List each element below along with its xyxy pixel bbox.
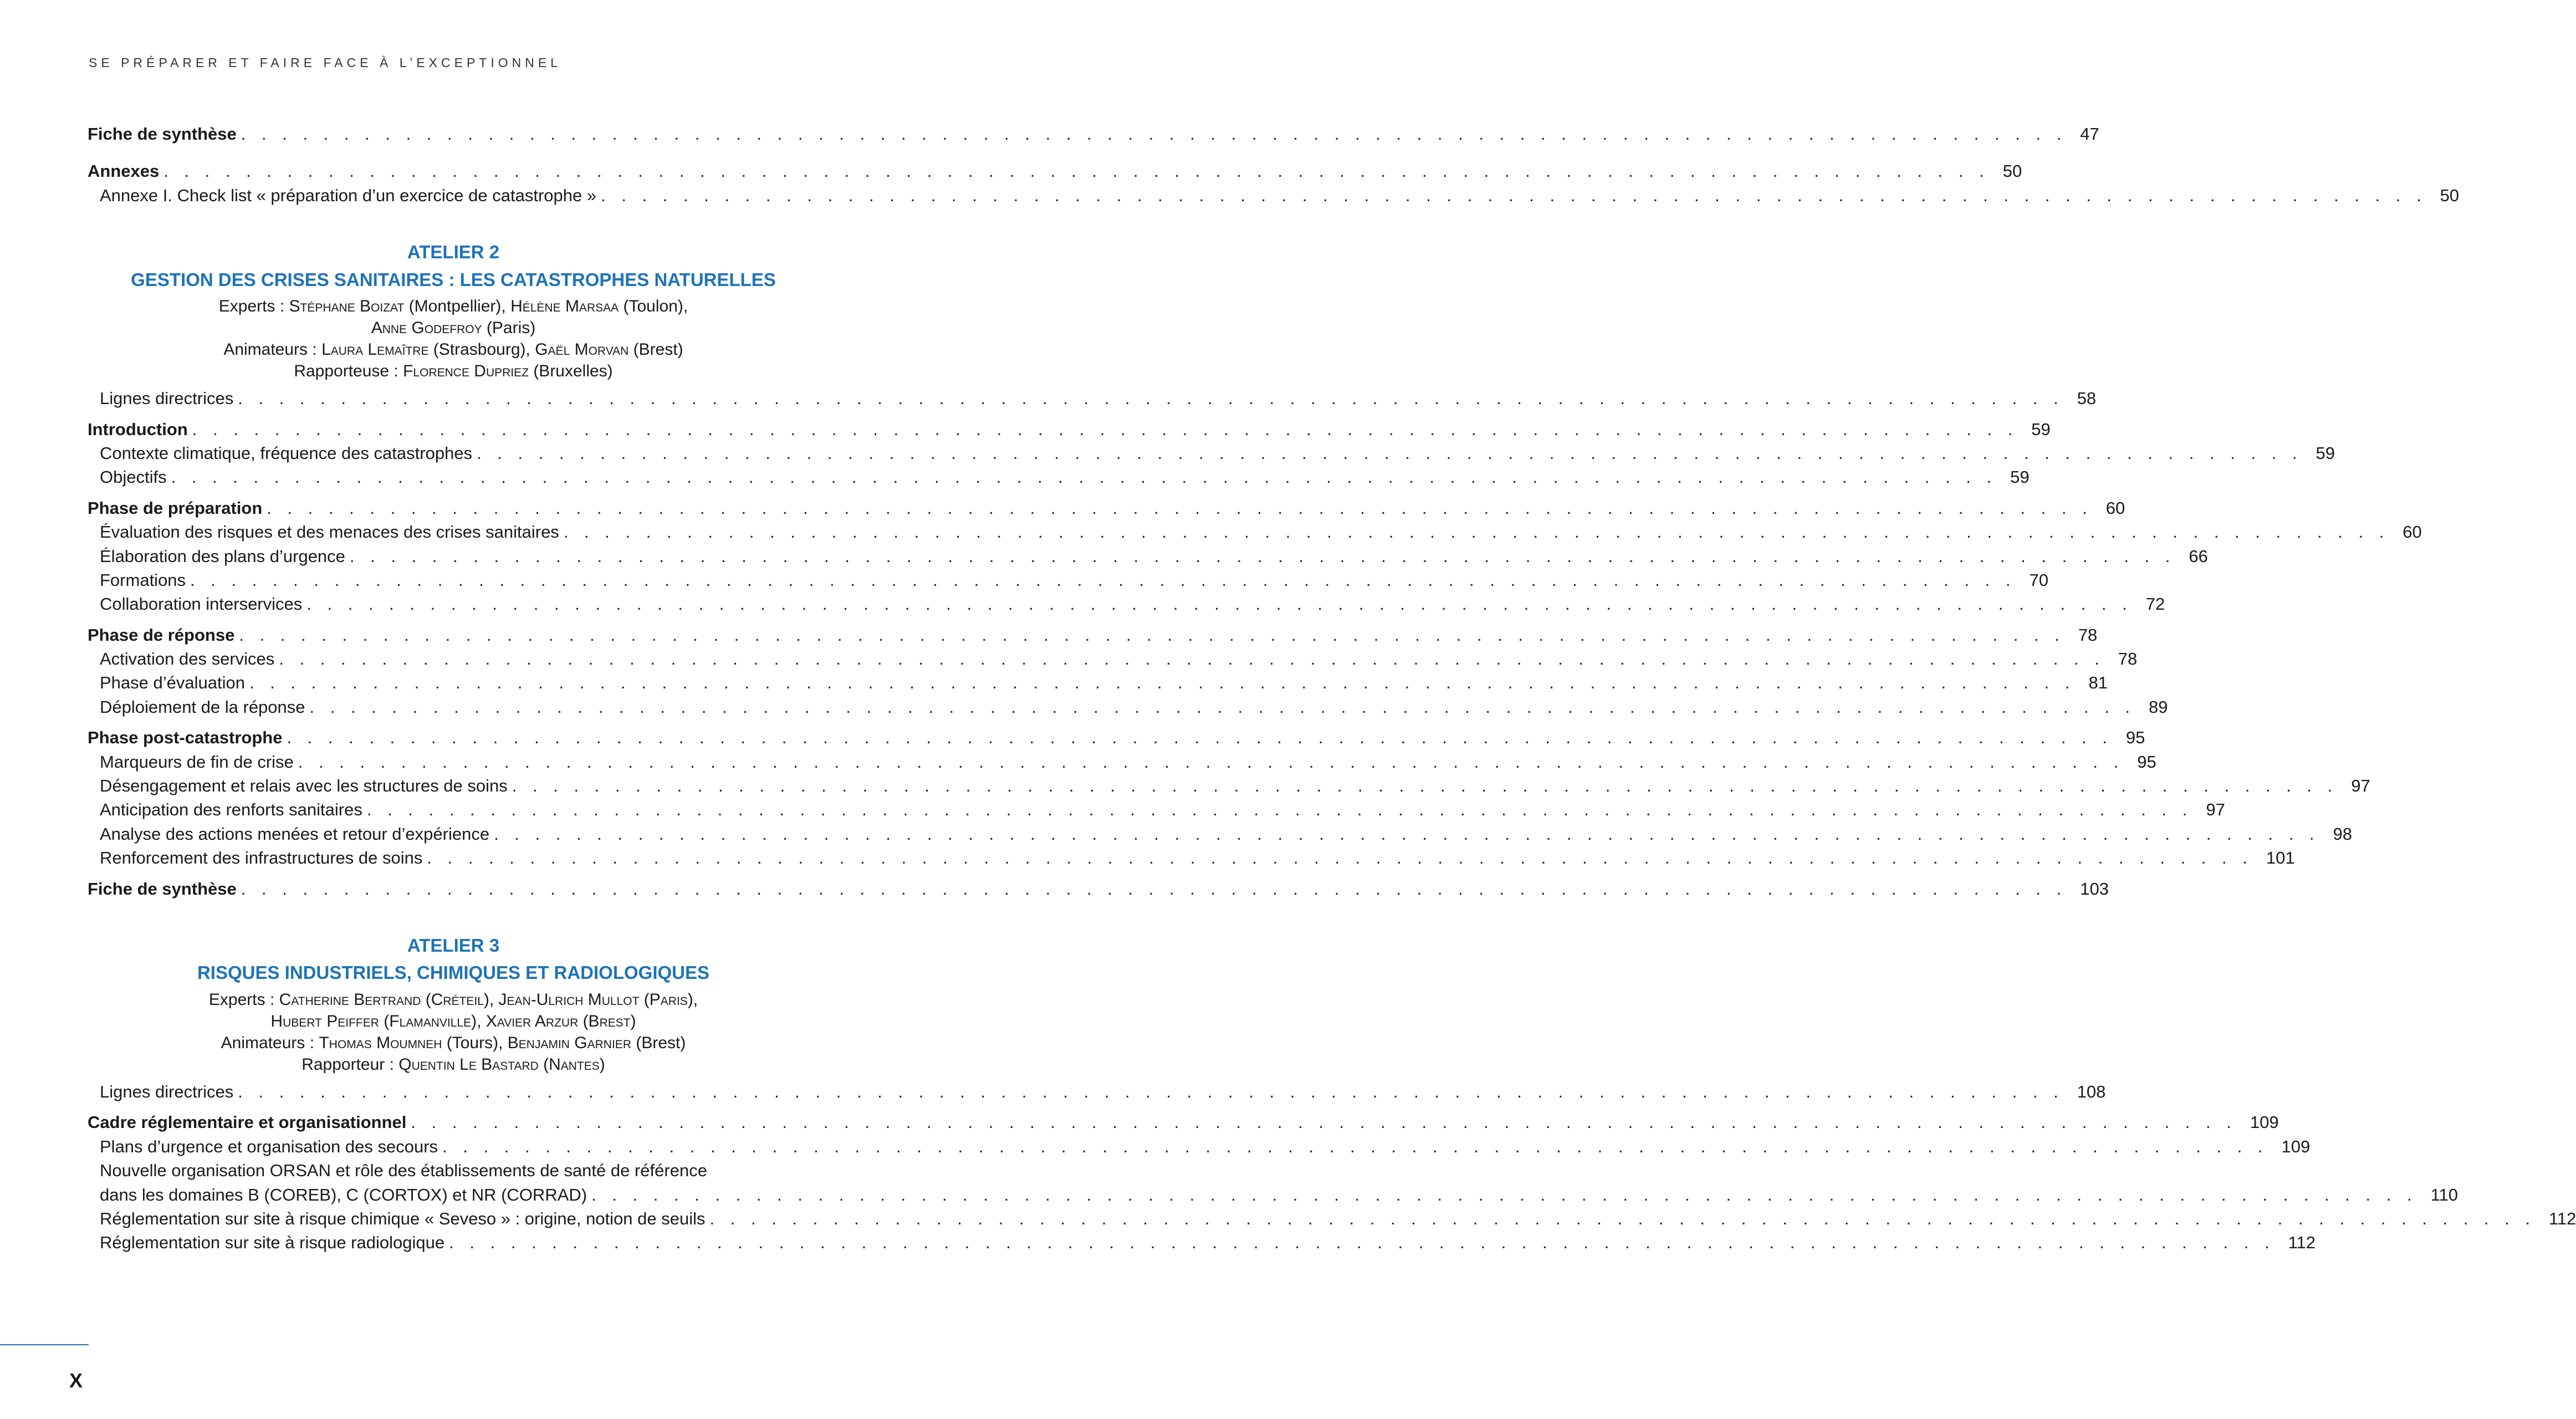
dot-leader: . . . . . . . . . . . . . . . . . . . . . . . . . . . . . . . . . . . . . . . . . . . . . . . . . . . . . . . . . . . . . . . . . . . . . . . . . . . . . . . . . . . . . . . . .	[163, 161, 1990, 181]
toc-entry[interactable]	[88, 520, 2422, 544]
dot-leader: . . . . . . . . . . . . . . . . . . . . . . . . . . . . . . . . . . . . . . . . . . . . . . . . . . . . . . . . . . . . . . . . . . . . . . . . . . . . . . . . . . . . . . . . .	[477, 443, 2303, 463]
toc-entry[interactable]	[88, 441, 2335, 465]
toc-entry-page: 72	[2145, 594, 2165, 614]
table-of-contents	[88, 122, 2576, 1255]
dot-leader: . . . . . . . . . . . . . . . . . . . . . . . . . . . . . . . . . . . . . . . . . . . . . . . . . . . . . . . . . . . . . . . . . . . . . . . . . . . . . . . . . . . . . . . . .	[563, 522, 2390, 542]
dot-leader: . . . . . . . . . . . . . . . . . . . . . . . . . . . . . . . . . . . . . . . . . . . . . . . . . . . . . . . . . . . . . . . . . . . . . . . . . . . . . . . . . . . . . . . . .	[366, 800, 2193, 820]
atelier-title: GESTION DES CRISES SANITAIRES : LES CATASTROPHES NATURELLES	[131, 269, 776, 290]
toc-entry-title: Phase de réponse	[88, 625, 235, 645]
toc-entry[interactable]	[88, 592, 2165, 616]
toc-entry-page: 70	[2029, 570, 2048, 590]
toc-entry-page: 101	[2266, 848, 2295, 868]
toc-entry-title: Déploiement de la réponse	[100, 697, 305, 717]
animateurs-line: Animateurs : Laura Lemaître (Strasbourg), Gaël Morvan (Brest)	[223, 340, 683, 359]
atelier-number: ATELIER 3	[407, 935, 500, 956]
toc-entry-title: Désengagement et relais avec les structures de soins	[100, 776, 508, 796]
dot-leader: . . . . . . . . . . . . . . . . . . . . . . . . . . . . . . . . . . . . . . . . . . . . . . . . . . . . . . . . . . . . . . . . . . . . . . . . . . . . . . . . . . . . . . . . .	[494, 824, 2320, 844]
atelier-credits	[88, 295, 819, 382]
toc-entry[interactable]	[88, 1207, 2576, 1231]
toc-entry[interactable]	[88, 159, 2022, 183]
atelier-title: RISQUES INDUSTRIELS, CHIMIQUES ET RADIOLOGIQUES	[197, 962, 710, 983]
toc-entry[interactable]	[88, 386, 2097, 410]
toc-entry[interactable]	[88, 568, 2048, 592]
toc-entry-page: 110	[2430, 1185, 2458, 1204]
dot-leader: . . . . . . . . . . . . . . . . . . . . . . . . . . . . . . . . . . . . . . . . . . . . . . . . . . . . . . . . . . . . . . . . . . . . . . . . . . . . . . . . . . . . . . . . .	[192, 419, 2018, 439]
toc-entry-title: Renforcement des infrastructures de soins	[100, 848, 423, 868]
toc-entry[interactable]	[88, 1231, 2316, 1254]
toc-entry[interactable]	[88, 496, 2125, 520]
atelier-3-heading	[88, 932, 819, 987]
toc-entry[interactable]	[88, 1110, 2279, 1134]
dot-leader: . . . . . . . . . . . . . . . . . . . . . . . . . . . . . . . . . . . . . . . . . . . . . . . . . . . . . . . . . . . . . . . . . . . . . . . . . . . . . . . . . . . . . . . . .	[241, 124, 2067, 144]
toc-entry-title: Phase de préparation	[88, 498, 263, 518]
toc-entry-page: 89	[2149, 697, 2168, 717]
dot-leader: . . . . . . . . . . . . . . . . . . . . . . . . . . . . . . . . . . . . . . . . . . . . . . . . . . . . . . . . . . . . . . . . . . . . . . . . . . . . . . . . . . . . . . . . .	[238, 389, 2064, 409]
toc-entry-title: Réglementation sur site à risque chimique « Seveso » : origine, notion de seuils	[100, 1208, 706, 1228]
toc-entry[interactable]	[88, 695, 2168, 719]
person-names: Catherine Bertrand (Créteil), Jean-Ulrich Mullot (Paris),	[279, 990, 698, 1009]
toc-entry-title: dans les domaines B (COREB), C (CORTOX) et NR (CORRAD)	[100, 1185, 587, 1204]
toc-entry-title: Introduction	[88, 419, 188, 439]
toc-entry-page: 60	[2105, 498, 2125, 518]
toc-entry-page: 97	[2351, 776, 2370, 796]
toc-entry-page: 50	[2002, 161, 2022, 181]
toc-entry-title: Fiche de synthèse	[88, 124, 237, 144]
toc-entry-title: Anticipation des renforts sanitaires	[100, 800, 362, 820]
toc-entry-title: Évaluation des risques et des menaces des crises sanitaires	[100, 522, 559, 542]
toc-entry-title: Objectifs	[100, 467, 167, 487]
toc-entry[interactable]	[88, 750, 2156, 774]
experts-line: Experts : Stéphane Boizat (Montpellier), Hélène Marsaa (Toulon),	[218, 297, 688, 316]
toc-entry[interactable]	[88, 822, 2353, 846]
toc-entry[interactable]	[88, 623, 2098, 647]
toc-entry-page: 97	[2206, 800, 2225, 820]
toc-entry-page: 59	[2316, 443, 2335, 463]
dot-leader: . . . . . . . . . . . . . . . . . . . . . . . . . . . . . . . . . . . . . . . . . . . . . . . . . . . . . . . . . . . . . . . . . . . . . . . . . . . . . . . . . . . . . . . . .	[190, 570, 2016, 590]
toc-entry[interactable]	[88, 417, 2051, 441]
dot-leader: . . . . . . . . . . . . . . . . . . . . . . . . . . . . . . . . . . . . . . . . . . . . . . . . . . . . . . . . . . . . . . . . . . . . . . . . . . . . . . . . . . . . . . . . .	[601, 185, 2427, 205]
person-name: Hélène Marsaa	[510, 297, 619, 316]
toc-entry-page: 47	[2080, 124, 2099, 144]
toc-entry-title: Élaboration des plans d’urgence	[100, 546, 345, 566]
atelier-credits	[88, 989, 819, 1075]
toc-entry-page: 60	[2403, 522, 2422, 542]
dot-leader: . . . . . . . . . . . . . . . . . . . . . . . . . . . . . . . . . . . . . . . . . . . . . . . . . . . . . . . . . . . . . . . . . . . . . . . . . . . . . . . . . . . . . . . . .	[171, 467, 1997, 487]
toc-entry-title: Lignes directrices	[100, 389, 234, 409]
toc-entry-page: 109	[2250, 1112, 2279, 1132]
toc-entry-page: 103	[2080, 879, 2109, 899]
dot-leader: . . . . . . . . . . . . . . . . . . . . . . . . . . . . . . . . . . . . . . . . . . . . . . . . . . . . . . . . . . . . . . . . . . . . . . . . . . . . . . . . . . . . . . . . .	[512, 776, 2338, 796]
experts-line: Experts : Catherine Bertrand (Créteil), Jean-Ulrich Mullot (Paris),	[208, 990, 698, 1009]
toc-entry-page: 50	[2440, 185, 2460, 205]
dot-leader: . . . . . . . . . . . . . . . . . . . . . . . . . . . . . . . . . . . . . . . . . . . . . . . . . . . . . . . . . . . . . . . . . . . . . . . . . . . . . . . . . . . . . . . . .	[238, 1081, 2064, 1101]
toc-entry-page: 95	[2125, 728, 2145, 748]
toc-entry-title: Contexte climatique, fréquence des catastrophes	[100, 443, 473, 463]
toc-entry[interactable]	[88, 122, 2099, 146]
animateurs-line: Animateurs : Thomas Moumneh (Tours), Benjamin Garnier (Brest)	[221, 1033, 686, 1052]
toc-entry-title: Marqueurs de fin de crise	[100, 752, 294, 772]
running-head: SE PRÉPARER ET FAIRE FACE À L’EXCEPTIONNEL	[89, 55, 561, 70]
toc-entry-title: Annexe I. Check list « préparation d’un exercice de catastrophe »	[100, 185, 597, 205]
toc-entry-title: Phase d’évaluation	[100, 673, 245, 693]
toc-entry[interactable]	[88, 183, 2460, 207]
person-name: Gaël Morvan	[535, 340, 629, 359]
person-name: Florence Dupriez	[403, 362, 529, 381]
toc-entry-title: Analyse des actions menées et retour d’expérience	[100, 824, 490, 844]
toc-entry-title: Réglementation sur site à risque radiologique	[100, 1233, 445, 1253]
person-name: Thomas Moumneh	[319, 1033, 442, 1052]
dot-leader: . . . . . . . . . . . . . . . . . . . . . . . . . . . . . . . . . . . . . . . . . . . . . . . . . . . . . . . . . . . . . . . . . . . . . . . . . . . . . . . . . . . . . . . . .	[241, 879, 2067, 899]
dot-leader: . . . . . . . . . . . . . . . . . . . . . . . . . . . . . . . . . . . . . . . . . . . . . . . . . . . . . . . . . . . . . . . . . . . . . . . . . . . . . . . . . . . . . . . . .	[287, 728, 2113, 748]
person-names: Hubert Peiffer (Flamanville), Xavier Arzur (Brest)	[270, 1012, 636, 1030]
dot-leader: . . . . . . . . . . . . . . . . . . . . . . . . . . . . . . . . . . . . . . . . . . . . . . . . . . . . . . . . . . . . . . . . . . . . . . . . . . . . . . . . . . . . . . . . .	[306, 594, 2133, 614]
toc-entry[interactable]	[88, 726, 2145, 749]
toc-entry-title: Fiche de synthèse	[88, 879, 237, 899]
dot-leader: . . . . . . . . . . . . . . . . . . . . . . . . . . . . . . . . . . . . . . . . . . . . . . . . . . . . . . . . . . . . . . . . . . . . . . . . . . . . . . . . . . . . . . . . .	[442, 1136, 2268, 1156]
toc-entry-page: 78	[2118, 649, 2138, 669]
toc-entry[interactable]	[88, 1135, 2311, 1158]
toc-entry-page: 98	[2333, 824, 2353, 844]
toc-entry[interactable]	[88, 774, 2370, 798]
toc-entry-page: 66	[2189, 546, 2208, 566]
footer-rule	[0, 1344, 89, 1345]
rapporteur-line: Rapporteuse : Florence Dupriez (Bruxelles)	[294, 362, 613, 381]
toc-entry-page: 109	[2281, 1136, 2311, 1156]
person-name: Anne Godefroy	[371, 319, 482, 338]
dot-leader: . . . . . . . . . . . . . . . . . . . . . . . . . . . . . . . . . . . . . . . . . . . . . . . . . . . . . . . . . . . . . . . . . . . . . . . . . . . . . . . . . . . . . . . . .	[298, 752, 2124, 772]
dot-leader: . . . . . . . . . . . . . . . . . . . . . . . . . . . . . . . . . . . . . . . . . . . . . . . . . . . . . . . . . . . . . . . . . . . . . . . . . . . . . . . . . . . . . . . . .	[349, 546, 2176, 566]
atelier-2-heading	[88, 238, 819, 293]
dot-leader: . . . . . . . . . . . . . . . . . . . . . . . . . . . . . . . . . . . . . . . . . . . . . . . . . . . . . . . . . . . . . . . . . . . . . . . . . . . . . . . . . . . . . . . . .	[411, 1112, 2237, 1132]
toc-entry[interactable]	[88, 846, 2295, 870]
toc-entry[interactable]	[88, 647, 2138, 671]
dot-leader: . . . . . . . . . . . . . . . . . . . . . . . . . . . . . . . . . . . . . . . . . . . . . . . . . . . . . . . . . . . . . . . . . . . . . . . . . . . . . . . . . . . . . . . . .	[709, 1208, 2536, 1228]
atelier-number: ATELIER 2	[407, 242, 500, 263]
toc-entry-page: 59	[2031, 419, 2051, 439]
rapporteur-line: Rapporteur : Quentin Le Bastard (Nantes)	[301, 1055, 605, 1074]
toc-entry[interactable]	[88, 465, 2030, 489]
toc-entry-first-line[interactable]: Nouvelle organisation ORSAN et rôle des établissements de santé de référence	[100, 1161, 707, 1181]
toc-entry-page: 81	[2088, 673, 2108, 693]
toc-entry[interactable]	[88, 798, 2225, 821]
dot-leader: . . . . . . . . . . . . . . . . . . . . . . . . . . . . . . . . . . . . . . . . . . . . . . . . . . . . . . . . . . . . . . . . . . . . . . . . . . . . . . . . . . . . . . . . .	[449, 1233, 2275, 1253]
toc-entry[interactable]	[88, 671, 2108, 695]
toc-entry[interactable]	[88, 1183, 2458, 1207]
toc-entry-title: Plans d’urgence et organisation des secours	[100, 1136, 438, 1156]
toc-entry-page: 59	[2010, 467, 2030, 487]
toc-entry-page: 112	[2548, 1208, 2576, 1228]
toc-entry-title: Phase post-catastrophe	[88, 728, 283, 748]
toc-entry-title: Annexes	[88, 161, 160, 181]
dot-leader: . . . . . . . . . . . . . . . . . . . . . . . . . . . . . . . . . . . . . . . . . . . . . . . . . . . . . . . . . . . . . . . . . . . . . . . . . . . . . . . . . . . . . . . . .	[279, 649, 2105, 669]
dot-leader: . . . . . . . . . . . . . . . . . . . . . . . . . . . . . . . . . . . . . . . . . . . . . . . . . . . . . . . . . . . . . . . . . . . . . . . . . . . . . . . . . . . . . . . . .	[427, 848, 2253, 868]
toc-entry-title: Lignes directrices	[100, 1081, 234, 1101]
dot-leader: . . . . . . . . . . . . . . . . . . . . . . . . . . . . . . . . . . . . . . . . . . . . . . . . . . . . . . . . . . . . . . . . . . . . . . . . . . . . . . . . . . . . . . . . .	[591, 1185, 2417, 1204]
dot-leader: . . . . . . . . . . . . . . . . . . . . . . . . . . . . . . . . . . . . . . . . . . . . . . . . . . . . . . . . . . . . . . . . . . . . . . . . . . . . . . . . . . . . . . . . .	[239, 625, 2065, 645]
toc-entry-page: 112	[2288, 1233, 2316, 1253]
toc-entry-title: Collaboration interservices	[100, 594, 303, 614]
toc-entry[interactable]	[88, 1080, 2106, 1104]
page-folio: X	[69, 1369, 83, 1392]
person-name: Quentin Le Bastard (Nantes)	[398, 1055, 605, 1074]
toc-entry-page: 108	[2077, 1081, 2106, 1101]
dot-leader: . . . . . . . . . . . . . . . . . . . . . . . . . . . . . . . . . . . . . . . . . . . . . . . . . . . . . . . . . . . . . . . . . . . . . . . . . . . . . . . . . . . . . . . . .	[309, 697, 2135, 717]
toc-entry-title: Formations	[100, 570, 186, 590]
experts-line	[88, 1010, 819, 1032]
person-name: Laura Lemaître	[321, 340, 429, 359]
person-name: Benjamin Garnier	[507, 1033, 631, 1052]
toc-entry-title: Activation des services	[100, 649, 275, 669]
toc-entry-title: Cadre réglementaire et organisationnel	[88, 1112, 407, 1132]
toc-entry-page: 78	[2078, 625, 2098, 645]
toc-entry-page: 58	[2077, 389, 2097, 409]
person-name: Stéphane Boizat	[289, 297, 405, 316]
experts-line: Anne Godefroy (Paris)	[371, 319, 536, 338]
toc-entry-page: 95	[2137, 752, 2156, 772]
dot-leader: . . . . . . . . . . . . . . . . . . . . . . . . . . . . . . . . . . . . . . . . . . . . . . . . . . . . . . . . . . . . . . . . . . . . . . . . . . . . . . . . . . . . . . . . .	[267, 498, 2093, 518]
toc-entry[interactable]	[88, 877, 2109, 901]
toc-entry[interactable]	[88, 544, 2208, 568]
dot-leader: . . . . . . . . . . . . . . . . . . . . . . . . . . . . . . . . . . . . . . . . . . . . . . . . . . . . . . . . . . . . . . . . . . . . . . . . . . . . . . . . . . . . . . . . .	[249, 673, 2076, 693]
